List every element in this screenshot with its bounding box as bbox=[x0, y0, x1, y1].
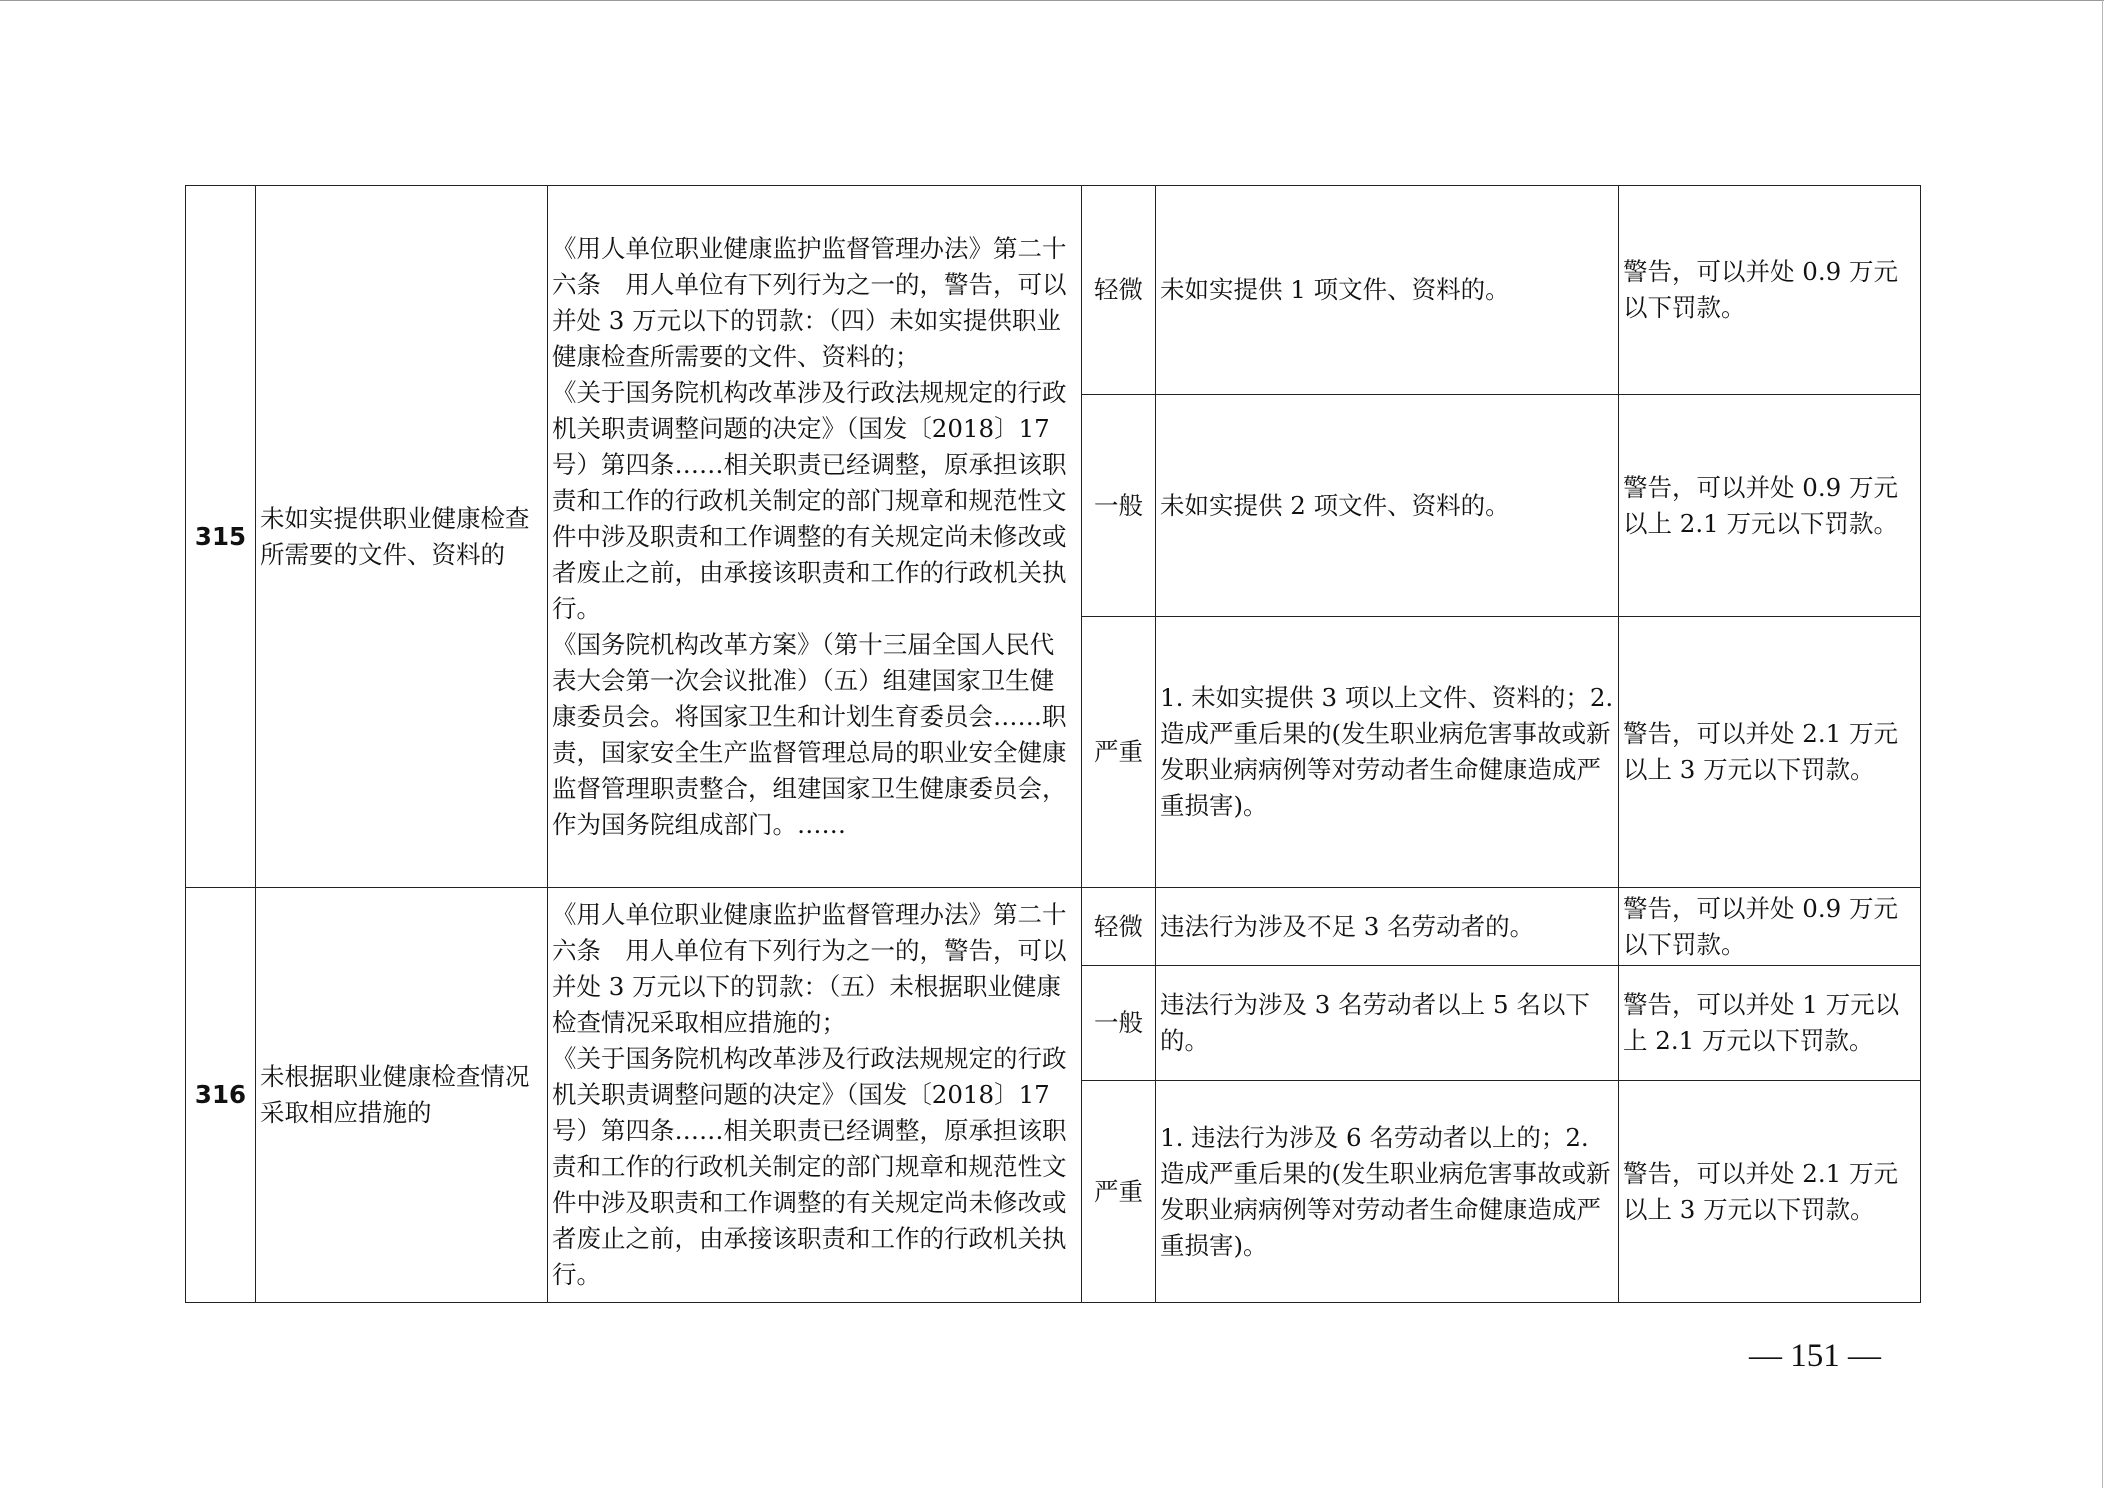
penalty: 警告，可以并处 2.1 万元以上 3 万元以下罚款。 bbox=[1619, 1081, 1921, 1303]
circumstance: 未如实提供 2 项文件、资料的。 bbox=[1156, 395, 1619, 617]
penalty: 警告，可以并处 0.9 万元以下罚款。 bbox=[1619, 186, 1921, 395]
severity-level: 一般 bbox=[1082, 395, 1156, 617]
circumstance: 1. 违法行为涉及 6 名劳动者以上的；2. 造成严重后果的(发生职业病危害事故或新发职业病病例等对劳动者生命健康造成严重损害)。 bbox=[1156, 1081, 1619, 1303]
penalty: 警告，可以并处 0.9 万元以下罚款。 bbox=[1619, 888, 1921, 966]
right-edge bbox=[2102, 0, 2103, 1488]
circumstance: 1. 未如实提供 3 项以上文件、资料的；2. 造成严重后果的(发生职业病危害事故或新发职业病病例等对劳动者生命健康造成严重损害)。 bbox=[1156, 617, 1619, 888]
page-number: 151 bbox=[1790, 1338, 1840, 1374]
legal-basis bbox=[548, 888, 1082, 1303]
severity-level: 轻微 bbox=[1082, 888, 1156, 966]
severity-level: 轻微 bbox=[1082, 186, 1156, 395]
row-number: 316 bbox=[186, 888, 256, 1303]
circumstance: 违法行为涉及不足 3 名劳动者的。 bbox=[1156, 888, 1619, 966]
row-number: 315 bbox=[186, 186, 256, 888]
severity-level: 严重 bbox=[1082, 617, 1156, 888]
table-row bbox=[186, 888, 1921, 966]
penalty-table bbox=[185, 185, 1921, 1303]
dash-right: — bbox=[1848, 1338, 1881, 1374]
table-row bbox=[186, 186, 1921, 395]
legal-basis bbox=[548, 186, 1082, 888]
legal-basis-paragraph: 《国务院机构改革方案》（第十三届全国人民代表大会第一次会议批准）（五）组建国家卫生健康委员会。将国家卫生和计划生育委员会……职责，国家安全生产监督管理总局的职业安全健康监督管理职责整合，组建国家卫生健康委员会，作为国务院组成部门。…… bbox=[552, 629, 1067, 839]
dash-left: — bbox=[1749, 1338, 1782, 1374]
legal-basis-paragraph: 《关于国务院机构改革涉及行政法规规定的行政机关职责调整问题的决定》（国发〔2018〕17 号）第四条……相关职责已经调整，原承担该职责和工作的行政机关制定的部门规章和规范性文件中涉及职责和工作调整的有关规定尚未修改或者废止之前，由承接该职责和工作的行政机关执行。 bbox=[552, 1044, 1067, 1289]
severity-level: 严重 bbox=[1082, 1081, 1156, 1303]
penalty: 警告，可以并处 2.1 万元以上 3 万元以下罚款。 bbox=[1619, 617, 1921, 888]
legal-basis-paragraph: 《用人单位职业健康监护监督管理办法》第二十六条 用人单位有下列行为之一的，警告，可以并处 3 万元以下的罚款：（四）未如实提供职业健康检查所需要的文件、资料的； bbox=[552, 233, 1067, 371]
top-rule bbox=[0, 0, 2104, 1]
penalty: 警告，可以并处 1 万元以上 2.1 万元以下罚款。 bbox=[1619, 966, 1921, 1081]
circumstance: 未如实提供 1 项文件、资料的。 bbox=[1156, 186, 1619, 395]
legal-basis-paragraph: 《用人单位职业健康监护监督管理办法》第二十六条 用人单位有下列行为之一的，警告，可以并处 3 万元以下的罚款：（五）未根据职业健康检查情况采取相应措施的； bbox=[552, 900, 1067, 1037]
legal-basis-paragraph: 《关于国务院机构改革涉及行政法规规定的行政机关职责调整问题的决定》（国发〔2018〕17 号）第四条……相关职责已经调整，原承担该职责和工作的行政机关制定的部门规章和规范性文件中涉及职责和工作调整的有关规定尚未修改或者废止之前，由承接该职责和工作的行政机关执行。 bbox=[552, 377, 1067, 623]
penalty: 警告，可以并处 0.9 万元以上 2.1 万元以下罚款。 bbox=[1619, 395, 1921, 617]
page-footer bbox=[1735, 1338, 1895, 1375]
circumstance: 违法行为涉及 3 名劳动者以上 5 名以下的。 bbox=[1156, 966, 1619, 1081]
severity-level: 一般 bbox=[1082, 966, 1156, 1081]
violation-item: 未如实提供职业健康检查所需要的文件、资料的 bbox=[256, 186, 548, 888]
violation-item: 未根据职业健康检查情况采取相应措施的 bbox=[256, 888, 548, 1303]
